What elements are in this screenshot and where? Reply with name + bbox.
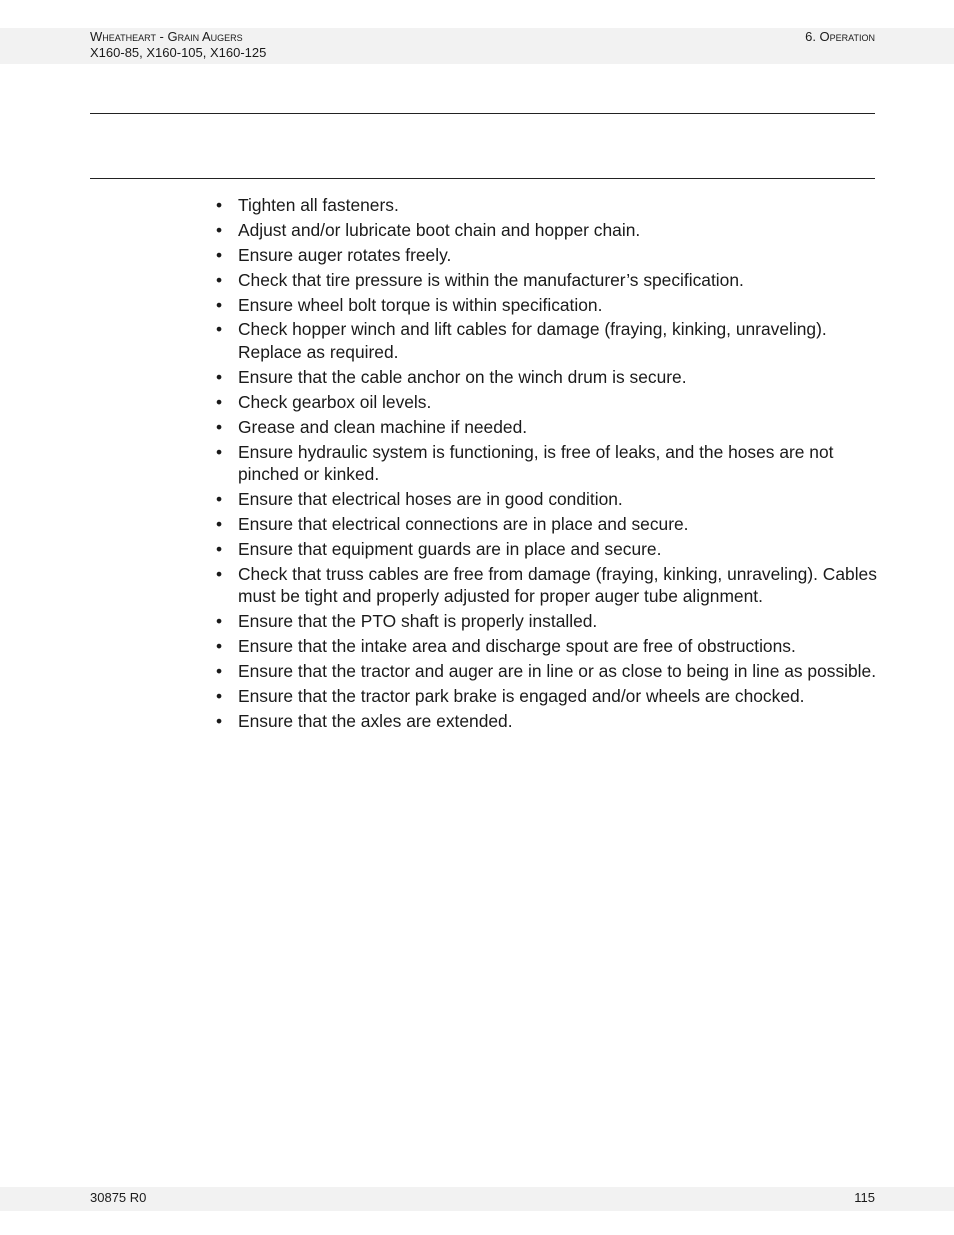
- bullet-icon: •: [216, 366, 223, 387]
- checklist-item-text: Check that truss cables are free from damage (fraying, kinking, unraveling). Cables must be tight and properly adjusted for proper auger tube alignment.: [238, 563, 877, 607]
- checklist-item-text: Grease and clean machine if needed.: [238, 416, 528, 437]
- checklist-item: [216, 366, 880, 389]
- checklist-item-text: Ensure that the axles are extended.: [238, 710, 513, 731]
- checklist-item-text: Check hopper winch and lift cables for damage (fraying, kinking, unraveling). Replace as required.: [238, 319, 827, 362]
- bullet-icon: •: [216, 269, 223, 290]
- bullet-icon: •: [216, 660, 223, 681]
- checklist-item-text: Ensure wheel bolt torque is within specification.: [238, 294, 603, 315]
- checklist-item-text: Ensure that electrical connections are in place and secure.: [238, 513, 689, 534]
- operation-checklist: [216, 194, 880, 734]
- checklist-item: [216, 685, 880, 708]
- checklist-item: [216, 318, 880, 363]
- checklist-item-text: Ensure that the PTO shaft is properly installed.: [238, 610, 598, 631]
- checklist-item-text: Check gearbox oil levels.: [238, 391, 432, 412]
- checklist-item: [216, 269, 880, 292]
- header-product-title: Wheatheart - Grain Augers: [90, 29, 243, 44]
- bullet-icon: •: [216, 538, 223, 559]
- bullet-icon: •: [216, 441, 223, 462]
- checklist-item-text: Ensure that the tractor park brake is engaged and/or wheels are chocked.: [238, 685, 805, 706]
- checklist-item-text: Ensure auger rotates freely.: [238, 244, 452, 265]
- checklist-item: [216, 563, 880, 608]
- bullet-icon: •: [216, 294, 223, 315]
- bullet-icon: •: [216, 219, 223, 240]
- checklist-item: [216, 513, 880, 536]
- bullet-icon: •: [216, 488, 223, 509]
- bullet-icon: •: [216, 610, 223, 631]
- bullet-icon: •: [216, 710, 223, 731]
- bullet-icon: •: [216, 244, 223, 265]
- section-divider-top: [90, 113, 875, 114]
- checklist-item-text: Ensure that the cable anchor on the winch drum is secure.: [238, 366, 687, 387]
- checklist-item: [216, 660, 880, 683]
- footer-doc-number: 30875 R0: [90, 1190, 147, 1205]
- bullet-icon: •: [216, 685, 223, 706]
- checklist-item: [216, 610, 880, 633]
- footer-page-number: 115: [854, 1190, 875, 1205]
- checklist-item-text: Ensure that the intake area and discharge spout are free of obstructions.: [238, 635, 796, 656]
- bullet-icon: •: [216, 635, 223, 656]
- bullet-icon: •: [216, 391, 223, 412]
- bullet-icon: •: [216, 319, 223, 340]
- checklist-item-text: Ensure that equipment guards are in place and secure.: [238, 538, 662, 559]
- checklist-item: [216, 391, 880, 414]
- checklist-item: [216, 538, 880, 561]
- bullet-icon: •: [216, 513, 223, 534]
- section-divider-bottom: [90, 178, 875, 179]
- checklist-item: [216, 635, 880, 658]
- checklist-item: [216, 244, 880, 267]
- checklist-item-text: Check that tire pressure is within the manufacturer’s specification.: [238, 269, 744, 290]
- checklist-item-text: Tighten all fasteners.: [238, 195, 399, 215]
- checklist-item: [216, 710, 880, 733]
- checklist-item: [216, 219, 880, 242]
- checklist-item: [216, 488, 880, 511]
- checklist-item: [216, 441, 880, 486]
- bullet-icon: •: [216, 416, 223, 437]
- checklist-item-text: Adjust and/or lubricate boot chain and hopper chain.: [238, 219, 641, 240]
- bullet-icon: •: [216, 195, 223, 215]
- header-section-title: 6. Operation: [805, 29, 875, 44]
- checklist-item-text: Ensure that the tractor and auger are in line or as close to being in line as possible.: [238, 660, 877, 681]
- checklist-item: [216, 194, 880, 217]
- header-document-info: [90, 29, 266, 61]
- checklist-item-text: Ensure that electrical hoses are in good condition.: [238, 488, 623, 509]
- checklist-item: [216, 294, 880, 317]
- checklist-item-text: Ensure hydraulic system is functioning, is free of leaks, and the hoses are not pinched or kinked.: [238, 441, 834, 485]
- header-model-numbers: X160-85, X160-105, X160-125: [90, 45, 267, 60]
- bullet-icon: •: [216, 563, 223, 584]
- checklist-item: [216, 416, 880, 439]
